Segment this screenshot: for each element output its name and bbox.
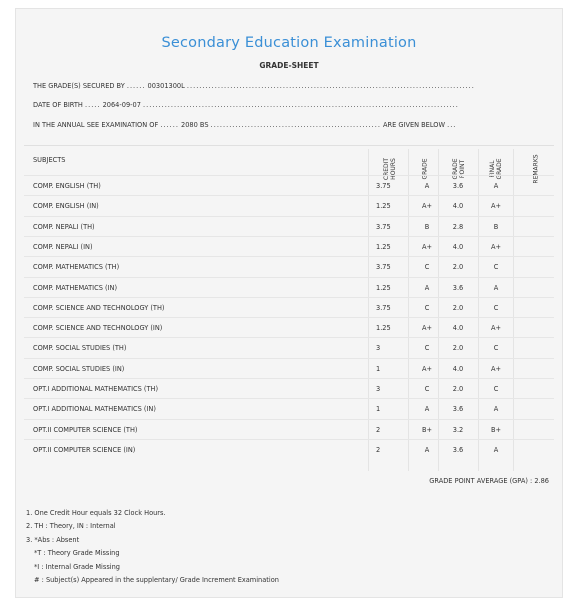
footnote: # : Subject(s) Appeared in the supplentary/ Grade Increment Examination	[34, 576, 279, 585]
column-header-grade-point: GRADE POINT	[452, 158, 466, 180]
subject-cell: COMP. SCIENCE AND TECHNOLOGY (TH)	[33, 303, 165, 312]
table-row	[24, 439, 554, 460]
grade-point-cell: 2.8	[452, 222, 464, 231]
footnote: 2. TH : Theory, IN : Internal	[26, 522, 116, 531]
final-grade-cell: B	[493, 222, 499, 231]
credit-hours-cell: 1	[376, 364, 381, 373]
subject-cell: COMP. MATHEMATICS (IN)	[33, 283, 118, 292]
page-title: Secondary Education Examination	[161, 35, 417, 51]
credit-hours-cell: 3.75	[376, 182, 391, 190]
info-value-dob: 2064-09-07	[102, 101, 141, 109]
grade-cell: B+	[421, 425, 433, 434]
grade-point-cell: 2.0	[452, 303, 464, 312]
credit-hours-cell: 1.25	[376, 283, 391, 292]
column-header-final-grade: FINAL GRADE	[489, 158, 503, 180]
grade-point-cell: 4.0	[452, 324, 464, 333]
credit-hours-cell: 1.25	[376, 242, 391, 251]
grade-cell: B	[424, 222, 430, 231]
final-grade-cell: B+	[490, 425, 502, 434]
final-grade-cell: A+	[490, 324, 502, 333]
column-header-subjects: SUBJECTS	[33, 156, 66, 164]
grade-cell: A+	[421, 202, 433, 211]
table-row	[24, 419, 554, 440]
info-label-exam: IN THE ANNUAL SEE EXAMINATION OF	[33, 121, 159, 129]
grade-point-cell: 3.6	[452, 182, 464, 190]
grade-cell: A	[424, 283, 430, 292]
final-grade-cell: A	[493, 283, 499, 292]
grade-cell: A	[424, 445, 430, 454]
credit-hours-cell: 3.75	[376, 263, 391, 272]
grade-point-cell: 2.0	[452, 385, 464, 393]
grade-cell: C	[424, 263, 430, 272]
subject-cell: OPT.II COMPUTER SCIENCE (IN)	[33, 445, 136, 454]
subject-cell: COMP. NEPALI (IN)	[33, 242, 93, 251]
final-grade-cell: A+	[490, 364, 502, 373]
final-grade-cell: C	[493, 385, 499, 393]
grade-cell: A+	[421, 242, 433, 251]
table-row	[24, 378, 554, 399]
final-grade-cell: A+	[490, 202, 502, 211]
info-suffix: ARE GIVEN BELOW	[383, 121, 445, 129]
table-row	[24, 358, 554, 379]
final-grade-cell: A	[493, 445, 499, 454]
info-value-exam-year: 2080 BS	[181, 121, 209, 129]
table-row	[24, 175, 554, 196]
footnotes	[26, 507, 279, 587]
footnote: *I : Internal Grade Missing	[34, 562, 120, 571]
final-grade-cell: C	[493, 303, 499, 312]
grade-point-cell: 3.6	[452, 445, 464, 454]
credit-hours-cell: 1	[376, 405, 381, 414]
column-header-credit-hours: CREDIT HOURS	[383, 157, 397, 181]
credit-hours-cell: 2	[376, 425, 381, 434]
final-grade-cell: C	[493, 263, 499, 272]
subject-cell: COMP. ENGLISH (IN)	[33, 202, 99, 211]
subject-cell: COMP. ENGLISH (TH)	[33, 182, 101, 190]
subject-cell: OPT.I ADDITIONAL MATHEMATICS (IN)	[33, 405, 156, 414]
info-label-dob: DATE OF BIRTH	[33, 101, 83, 109]
credit-hours-cell: 1.25	[376, 202, 391, 211]
subject-cell: OPT.I ADDITIONAL MATHEMATICS (TH)	[33, 385, 159, 393]
credit-hours-cell: 3.75	[376, 222, 391, 231]
table-row	[24, 256, 554, 277]
grade-point-cell: 4.0	[452, 242, 464, 251]
credit-hours-cell: 2	[376, 445, 381, 454]
grade-point-cell: 3.6	[452, 405, 464, 414]
grade-cell: C	[424, 303, 430, 312]
subject-cell: COMP. MATHEMATICS (TH)	[33, 263, 120, 272]
table-row	[24, 236, 554, 257]
info-label-name: THE GRADE(S) SECURED BY	[33, 82, 125, 90]
table-row	[24, 195, 554, 216]
table-row	[24, 297, 554, 318]
info-line-name: THE GRADE(S) SECURED BY ...... 00301300L .............................................................................................	[33, 82, 475, 90]
grade-cell: A+	[421, 324, 433, 333]
grade-point-cell: 2.0	[452, 263, 464, 272]
table-row	[24, 398, 554, 419]
grade-point-cell: 3.6	[452, 283, 464, 292]
final-grade-cell: A+	[490, 242, 502, 251]
credit-hours-cell: 3	[376, 344, 381, 353]
subject-cell: OPT.II COMPUTER SCIENCE (TH)	[33, 425, 138, 434]
table-row	[24, 277, 554, 298]
grade-cell: A	[424, 405, 430, 414]
subject-cell: COMP. NEPALI (TH)	[33, 222, 95, 231]
footnote: 1. One Credit Hour equals 32 Clock Hours.	[26, 509, 166, 517]
grade-point-cell: 4.0	[452, 202, 464, 211]
table-row	[24, 317, 554, 338]
table-row	[24, 216, 554, 237]
grade-cell: C	[424, 385, 430, 393]
info-line-exam: IN THE ANNUAL SEE EXAMINATION OF ...... 2080 BS ....................................................... ARE GIVEN BELOW ...	[33, 121, 457, 129]
final-grade-cell: A	[493, 182, 499, 190]
grade-cell: C	[424, 344, 430, 353]
grade-cell: A+	[421, 364, 433, 373]
grade-point-cell: 4.0	[452, 364, 464, 373]
grade-sheet-heading: GRADE-SHEET	[259, 61, 319, 70]
table-row	[24, 337, 554, 358]
credit-hours-cell: 1.25	[376, 324, 391, 333]
credit-hours-cell: 3	[376, 385, 381, 393]
grade-sheet	[15, 8, 563, 598]
grade-cell: A	[424, 182, 430, 190]
column-header-remarks: REMARKS	[532, 154, 540, 184]
footnote: *T : Theory Grade Missing	[34, 549, 120, 558]
credit-hours-cell: 3.75	[376, 303, 391, 312]
gpa-summary: GRADE POINT AVERAGE (GPA) : 2.86	[429, 477, 549, 485]
footnote: 3. *Abs : Absent	[26, 535, 80, 544]
column-header-grade: GRADE	[421, 158, 429, 180]
info-line-dob: DATE OF BIRTH ..... 2064-09-07 ......................................................................................................	[33, 101, 459, 109]
table-top-border	[24, 145, 554, 146]
subject-cell: COMP. SCIENCE AND TECHNOLOGY (IN)	[33, 324, 163, 333]
subject-cell: COMP. SOCIAL STUDIES (IN)	[33, 364, 125, 373]
grade-point-cell: 2.0	[452, 344, 464, 353]
info-value-symbol-no: 00301300L	[147, 82, 185, 90]
grade-point-cell: 3.2	[452, 425, 464, 434]
final-grade-cell: A	[493, 405, 499, 414]
subject-cell: COMP. SOCIAL STUDIES (TH)	[33, 344, 127, 353]
final-grade-cell: C	[493, 344, 499, 353]
